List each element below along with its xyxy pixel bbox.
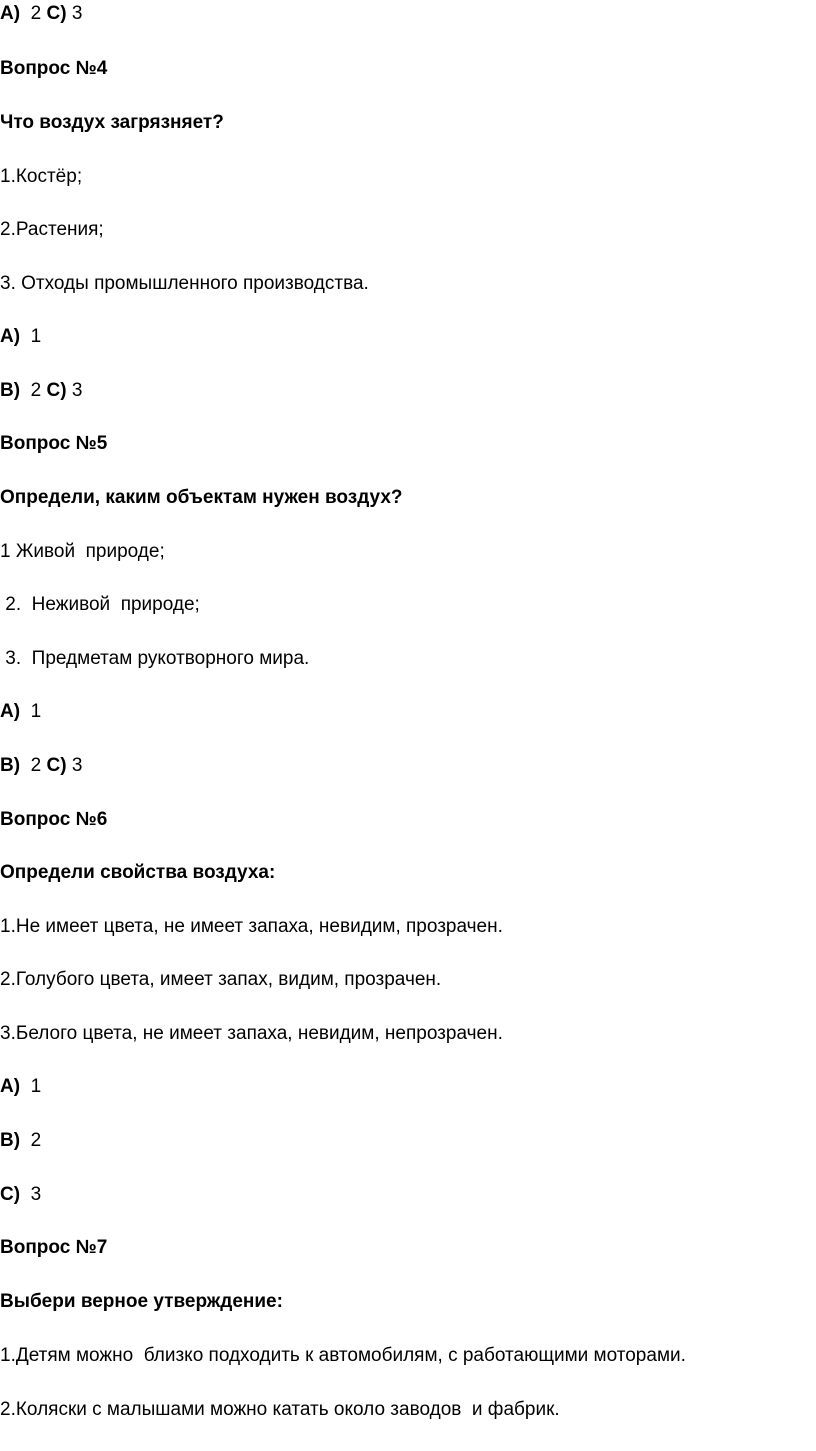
q4-title: Вопрос №4 (0, 58, 108, 79)
q4-option-b-value: 2 (30, 380, 42, 401)
q3-option-c-label: C) (46, 3, 67, 24)
q5-option-bc (0, 754, 82, 778)
q7-item-1: 1.Детям можно близко подходить к автомобилям, с работающими моторами. (0, 1345, 686, 1366)
q6-option-b-label: B) (0, 1130, 21, 1151)
q7-question: Выбери верное утверждение: (0, 1291, 283, 1312)
q5-option-b-label: B) (0, 755, 21, 776)
q6-question: Определи свойства воздуха: (0, 862, 276, 883)
q6-option-c-value: 3 (30, 1184, 42, 1205)
q5-option-c-label: C) (46, 755, 67, 776)
q5-option-a-label: A) (0, 701, 21, 722)
q5-item-2: 2. Неживой природе; (0, 594, 200, 615)
q6-option-b (0, 1129, 41, 1153)
q4-item-3: 3. Отходы промышленного производства. (0, 273, 369, 294)
q5-option-c-value: 3 (71, 755, 83, 776)
q6-option-a-value: 1 (30, 1076, 42, 1097)
q7-item-2: 2.Коляски с малышами можно катать около заводов и фабрик. (0, 1399, 560, 1420)
q6-title: Вопрос №6 (0, 809, 108, 830)
q6-item-3: 3.Белого цвета, не имеет запаха, невидим, непрозрачен. (0, 1023, 503, 1044)
q3-option-a-label: A) (0, 3, 21, 24)
q4-option-a-label: A) (0, 326, 21, 347)
q4-question: Что воздух загрязняет? (0, 112, 224, 133)
q5-item-1: 1 Живой природе; (0, 541, 165, 562)
q6-option-a (0, 1075, 41, 1099)
q5-option-a (0, 700, 41, 724)
q3-option-c-value: 3 (71, 3, 83, 24)
q5-question: Определи, каким объектам нужен воздух? (0, 487, 403, 508)
q3-option-a-value: 2 (30, 3, 42, 24)
q6-option-b-value: 2 (30, 1130, 42, 1151)
q7-title: Вопрос №7 (0, 1237, 108, 1258)
q6-item-1: 1.Не имеет цвета, не имеет запаха, невидим, прозрачен. (0, 916, 503, 937)
q5-title: Вопрос №5 (0, 433, 108, 454)
q5-option-b-value: 2 (30, 755, 42, 776)
q4-option-a (0, 325, 41, 349)
q3-answer-line (0, 2, 82, 26)
q4-option-c-value: 3 (71, 380, 83, 401)
q4-option-b-label: B) (0, 380, 21, 401)
q4-option-c-label: C) (46, 380, 67, 401)
q4-option-a-value: 1 (30, 326, 42, 347)
q6-item-2: 2.Голубого цвета, имеет запах, видим, прозрачен. (0, 969, 442, 990)
q6-option-c-label: C) (0, 1184, 21, 1205)
q4-option-bc (0, 379, 82, 403)
q5-option-a-value: 1 (30, 701, 42, 722)
q6-option-c (0, 1183, 41, 1207)
q5-item-3: 3. Предметам рукотворного мира. (0, 648, 310, 669)
q4-item-1: 1.Костёр; (0, 166, 83, 187)
q4-item-2: 2.Растения; (0, 219, 104, 240)
q6-option-a-label: A) (0, 1076, 21, 1097)
